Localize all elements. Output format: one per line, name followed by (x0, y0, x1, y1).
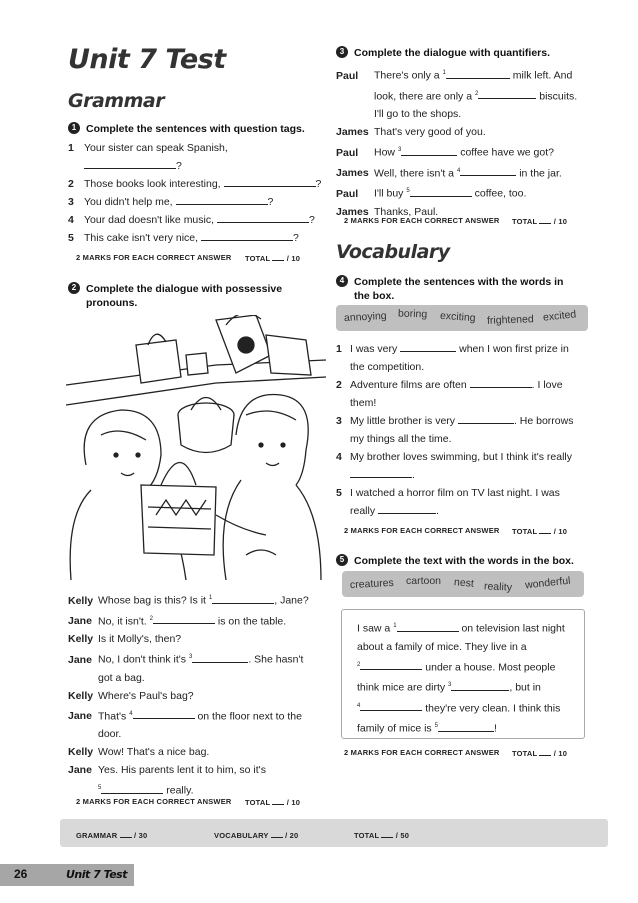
girls-with-bags-illustration (66, 315, 326, 580)
ex3-line-8: James Thanks, Paul. (336, 205, 439, 218)
ex4-total: TOTAL / 10 (512, 527, 568, 536)
ex5-line-2: about a family of mice. They live in a (357, 640, 527, 653)
ex4-number: 4 (336, 275, 348, 287)
word-exciting: exciting (439, 309, 476, 325)
word-excited: excited (542, 308, 577, 324)
ex1-blank-3[interactable] (176, 194, 268, 205)
ex2-line-7: Jane That's $^4$ on the floor next to the (68, 710, 302, 722)
ex4-marks: 2 MARKS FOR EACH CORRECT ANSWER (344, 526, 500, 535)
ex3-line-3: I'll go to the shops. (374, 108, 462, 120)
ex4-line-10: really . (350, 505, 439, 517)
ex4-word-box (336, 305, 588, 331)
ex4-blank-5[interactable] (378, 503, 436, 514)
ex2-line-5: got a bag. (98, 671, 145, 684)
vocab-heading: Vocabulary (336, 241, 450, 263)
ex2-line-1: Kelly Whose bag is this? Is it $^1$ , Jane? (68, 594, 309, 607)
ex1-item-4: 4 Your dad doesn't like music, ? (68, 214, 315, 226)
ex1-blank-5[interactable] (201, 230, 293, 241)
ex3-blank-5[interactable] (410, 186, 472, 197)
ex3-line-6: James Well, there isn't a $^4$ in the jar. (336, 167, 562, 179)
ex3-marks: 2 MARKS FOR EACH CORRECT ANSWER (344, 216, 500, 225)
ex5-blank-1[interactable] (397, 621, 459, 632)
ex5-blank-2[interactable] (360, 659, 422, 670)
ex2-blank-1[interactable] (212, 593, 274, 604)
ex2-blank-2[interactable] (153, 613, 215, 624)
ex4-line-4: them! (350, 397, 377, 409)
ex2-line-4: Jane No, I don't think it's $^3$ . She hasn't (68, 653, 304, 666)
overall-total: TOTAL / 50 (354, 831, 410, 840)
ex2-dialogue (68, 589, 333, 800)
ex2-line-6: Kelly Where's Paul's bag? (68, 689, 194, 702)
ex5-line-3: $^2$ under a house. Most people (357, 661, 556, 673)
ex1-item-1-cont: ? (68, 157, 328, 175)
ex4-line-3: 2 Adventure films are often . I love (336, 379, 563, 391)
word-cartoon: cartoon (406, 575, 442, 587)
ex1-item-2: 2 Those books look interesting, ? (68, 178, 322, 190)
word-frightened: frightened (486, 313, 534, 327)
unit-title: Unit 7 Test (68, 44, 226, 75)
grammar-total: GRAMMAR / 30 (76, 831, 148, 840)
ex5-blank-5[interactable] (438, 721, 494, 732)
ex3-blank-3[interactable] (401, 145, 457, 156)
ex1-blank-2[interactable] (224, 176, 316, 187)
ex4-blank-4[interactable] (350, 467, 412, 478)
ex3-blank-2[interactable] (478, 88, 536, 99)
ex2-line-8: door. (98, 728, 122, 740)
ex4-line-6: my things all the time. (350, 433, 452, 445)
ex3-line-2: look, there are only a $^2$ biscuits. (374, 90, 578, 102)
ex4-list (336, 340, 606, 520)
ex2-marks: 2 MARKS FOR EACH CORRECT ANSWER (76, 797, 232, 806)
ex3-blank-1[interactable] (446, 68, 510, 79)
ex1-item-5: 5 This cake isn't very nice, ? (68, 232, 299, 244)
ex2-line-10: Jane Yes. His parents lent it to him, so it's (68, 764, 266, 776)
page-number: 26 (14, 867, 28, 881)
ex5-total: TOTAL / 10 (512, 749, 568, 758)
page-unit-label: Unit 7 Test (66, 868, 127, 881)
ex1-total: TOTAL / 10 (245, 254, 301, 263)
ex1-blank-1[interactable] (84, 158, 176, 169)
ex4-blank-1[interactable] (400, 341, 456, 352)
vocabulary-total: VOCABULARY / 20 (214, 831, 299, 840)
word-annoying: annoying (343, 309, 387, 325)
ex4-line-1: 1 I was very when I won first prize in (336, 343, 569, 355)
ex1-number: 1 (68, 122, 80, 134)
ex2-line-3: Kelly Is it Molly's, then? (68, 633, 182, 645)
ex5-line-1: I saw a $^1$ on television last night (357, 622, 565, 635)
ex4-blank-3[interactable] (458, 413, 514, 424)
word-nest: nest (453, 576, 475, 590)
ex2-number: 2 (68, 282, 80, 294)
ex4-line-8: . (336, 466, 606, 484)
ex3-line-7: Paul I'll buy $^5$ coffee, too. (336, 187, 527, 200)
ex1-list (68, 139, 328, 247)
ex2-line-11: $^5$ really. (98, 784, 194, 797)
ex5-line-4: think mice are dirty $^3$ , but in (357, 681, 541, 694)
ex5-instruction: 5 Complete the text with the words in the box. (336, 554, 574, 568)
ex5-text (357, 617, 582, 738)
word-boring: boring (397, 307, 428, 321)
ex1-blank-4[interactable] (217, 212, 309, 223)
ex2-blank-3[interactable] (192, 652, 248, 663)
ex2-blank-5[interactable] (101, 783, 163, 794)
ex4-line-5: 3 My little brother is very . He borrows (336, 415, 574, 427)
ex3-number: 3 (336, 46, 348, 58)
ex4-line-9: 5 I watched a horror film on TV last night. I was (336, 487, 560, 499)
ex2-blank-4[interactable] (133, 708, 195, 719)
ex3-line-4: James That's very good of you. (336, 126, 486, 138)
word-wonderful: wonderful (524, 574, 572, 592)
ex4-instruction: 4 Complete the sentences with the words in the box. (336, 275, 606, 303)
word-creatures: creatures (349, 576, 395, 592)
ex2-total: TOTAL / 10 (245, 798, 301, 807)
ex5-word-box (342, 571, 584, 597)
ex5-blank-3[interactable] (451, 680, 509, 691)
ex3-instruction: 3 Complete the dialogue with quantifiers. (336, 46, 550, 60)
word-reality: reality (483, 580, 513, 594)
ex4-line-7: 4 My brother loves swimming, but I think it's really (336, 451, 572, 463)
ex5-marks: 2 MARKS FOR EACH CORRECT ANSWER (344, 748, 500, 757)
ex2-instruction: 2 Complete the dialogue with possessive pronouns. (68, 282, 328, 310)
grammar-heading: Grammar (68, 90, 165, 112)
ex1-item-1: 1 Your sister can speak Spanish, (68, 142, 228, 154)
ex5-line-6: family of mice is $^5$ ! (357, 722, 497, 735)
ex2-line-2: Jane No, it isn't. $^2$ is on the table. (68, 615, 287, 627)
ex3-dialogue (336, 64, 601, 221)
ex4-line-2: the competition. (350, 361, 425, 373)
ex5-line-5: $^4$ they're very clean. I think this (357, 702, 561, 714)
ex1-instruction: 1 Complete the sentences with question tags. (68, 122, 305, 136)
ex5-blank-4[interactable] (360, 700, 422, 711)
ex1-item-3: 3 You didn't help me, ? (68, 196, 274, 208)
ex3-line-5: Paul How $^3$ coffee have we got? (336, 146, 554, 159)
ex4-blank-2[interactable] (470, 377, 532, 388)
ex1-marks: 2 MARKS FOR EACH CORRECT ANSWER (76, 253, 232, 262)
ex2-line-9: Kelly Wow! That's a nice bag. (68, 746, 210, 758)
ex3-blank-4[interactable] (460, 165, 516, 176)
ex3-line-1: Paul There's only a $^1$ milk left. And (336, 69, 573, 82)
ex5-number: 5 (336, 554, 348, 566)
ex3-total: TOTAL / 10 (512, 217, 568, 226)
